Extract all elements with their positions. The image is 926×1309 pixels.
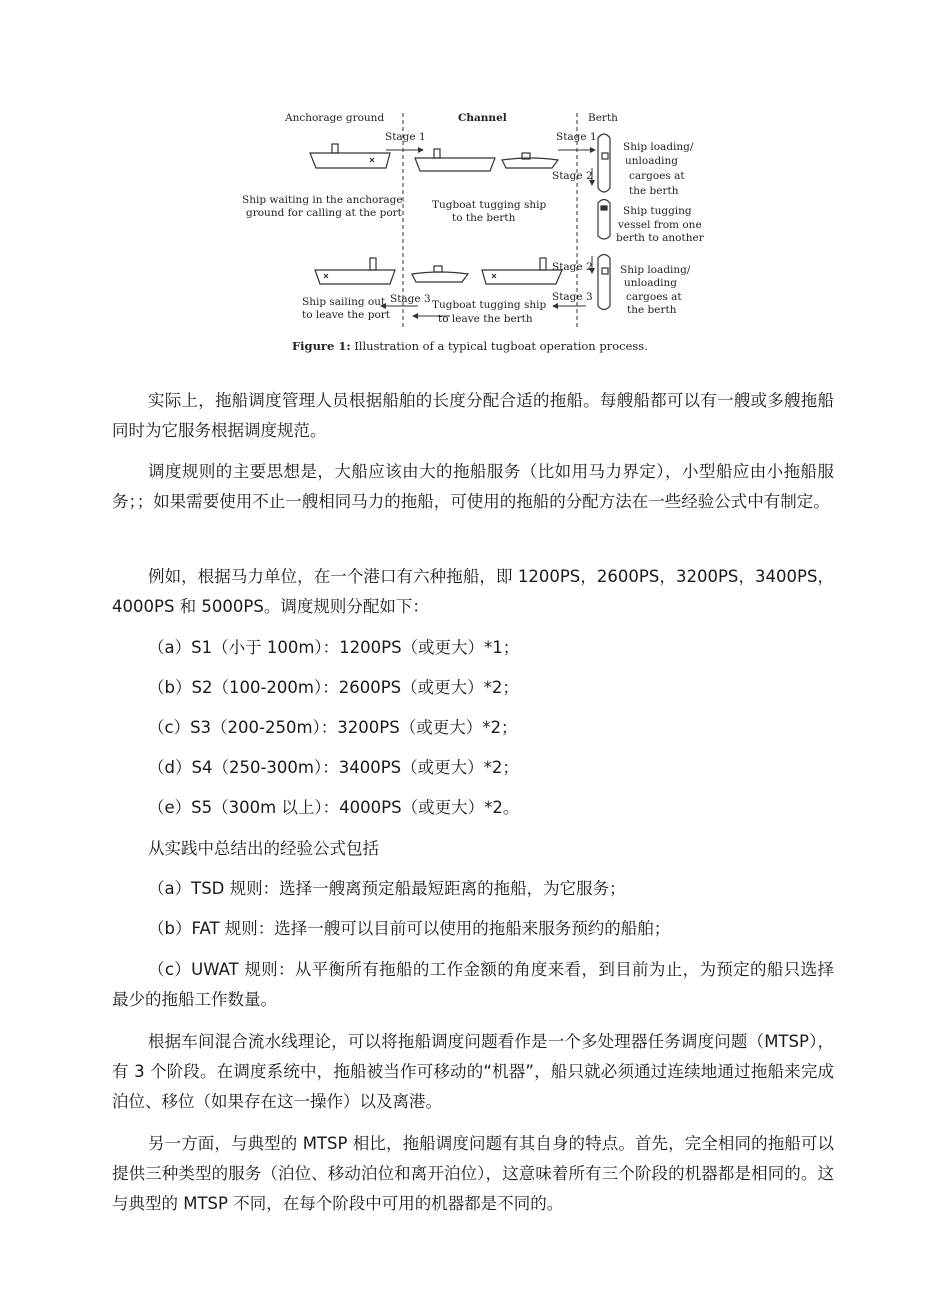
caption-vessel-tug: berth to another [616, 232, 704, 244]
stage-label: Stage 1 [556, 131, 597, 143]
rule-item: （d）S4（250-300m）：3400PS（或更大）*2； [148, 758, 519, 777]
ship-icon [310, 144, 390, 168]
caption-loading: the berth [629, 185, 679, 197]
caption-leave-berth: to leave the berth [438, 313, 533, 325]
stage-label: Stage 2 [552, 170, 593, 182]
figure-1 [240, 108, 704, 358]
rule-item: （c）S3（200-250m）：3200PS（或更大）*2； [148, 718, 518, 737]
caption-loading: cargoes at [626, 291, 682, 303]
caption-ship-waiting: ground for calling at the port [246, 207, 402, 219]
caption-tug-tugging: Tugboat tugging ship [432, 199, 547, 211]
caption-loading: unloading [624, 277, 678, 289]
label-channel: Channel [458, 112, 507, 124]
caption-loading: cargoes at [629, 170, 685, 182]
paragraph: 根据车间混合流水线理论，可以将拖船调度问题看作是一个多处理器任务调度问题（MTSP），有 3 个阶段。在调度系统中，拖船被当作可移动的“机器”，船只就必须通过连续地通过拖船来完成泊位、移位（如果存在这一操作）以及离港。 [112, 1032, 834, 1111]
stage-label: Stage 2 [552, 261, 593, 273]
formula-item: （a）TSD 规则：选择一艘离预定船最短距离的拖船，为它服务； [148, 879, 626, 898]
stage-label: Stage 1 [385, 131, 426, 143]
label-berth: Berth [588, 112, 618, 124]
caption-vessel-tug: Ship tugging [623, 205, 692, 217]
tugboat-icon [412, 266, 468, 282]
ship-icon [482, 258, 562, 284]
tugboat-icon [502, 153, 558, 168]
berthed-ship-icon [598, 200, 610, 240]
paragraph: （c）UWAT 规则：从平衡所有拖船的工作金额的角度来看，到目前为止，为预定的船只选择最少的拖船工作数量。 [112, 960, 834, 1009]
caption-ship-waiting: Ship waiting in the anchorage [242, 194, 403, 206]
figure-caption-label: Figure 1: [292, 339, 351, 353]
paragraph: 另一方面，与典型的 MTSP 相比，拖船调度问题有其自身的特点。首先，完全相同的拖船可以提供三种类型的服务（泊位、移动泊位和离开泊位），这意味着所有三个阶段的机器都是相同的。这与典型的 MTSP 不同，在每个阶段中可用的机器都是不同的。 [112, 1134, 834, 1213]
caption-loading: the berth [627, 304, 677, 316]
berthed-ship-icon [598, 255, 610, 310]
formula-item: （b）FAT 规则：选择一艘可以目前可以使用的拖船来服务预约的船舶； [148, 919, 671, 938]
ship-icon [315, 258, 395, 284]
stage-label: Stage 3 [390, 293, 431, 305]
label-anchorage: Anchorage ground [285, 112, 385, 124]
caption-loading: unloading [625, 155, 679, 167]
figure-caption-text: Illustration of a typical tugboat operation process. [350, 339, 648, 353]
caption-loading: Ship loading/ [620, 264, 691, 276]
rule-item: （b）S2（100-200m）：2600PS（或更大）*2； [148, 678, 519, 697]
caption-vessel-tug: vessel from one [618, 219, 702, 231]
paragraph: 从实践中总结出的经验公式包括 [148, 839, 379, 858]
caption-tug-tugging: to the berth [452, 212, 516, 224]
caption-leave-berth: Tugboat tugging ship [432, 299, 547, 311]
caption-sailing: to leave the port [302, 309, 391, 321]
rule-item: （e）S5（300m 以上）：4000PS（或更大）*2。 [148, 798, 520, 817]
rule-item: （a）S1（小于 100m）：1200PS（或更大）*1； [148, 638, 520, 657]
paragraph: 实际上，拖船调度管理人员根据船舶的长度分配合适的拖船。每艘船都可以有一艘或多艘拖船同时为它服务根据调度规范。 [112, 391, 834, 440]
figure-caption [292, 339, 648, 353]
stage-label: Stage 3 [552, 291, 593, 303]
berthed-ship-icon [598, 134, 610, 192]
caption-sailing: Ship sailing out [302, 296, 386, 308]
caption-loading: Ship loading/ [623, 141, 694, 153]
paragraph: 例如，根据马力单位，在一个港口有六种拖船，即 1200PS，2600PS，3200PS，3400PS，4000PS 和 5000PS。调度规则分配如下： [112, 567, 834, 616]
paragraph: 调度规则的主要思想是，大船应该由大的拖船服务（比如用马力界定），小型船应由小拖船服务；；如果需要使用不止一艘相同马力的拖船，可使用的拖船的分配方法在一些经验公式中有制定。 [112, 462, 834, 511]
ship-icon [415, 149, 495, 171]
